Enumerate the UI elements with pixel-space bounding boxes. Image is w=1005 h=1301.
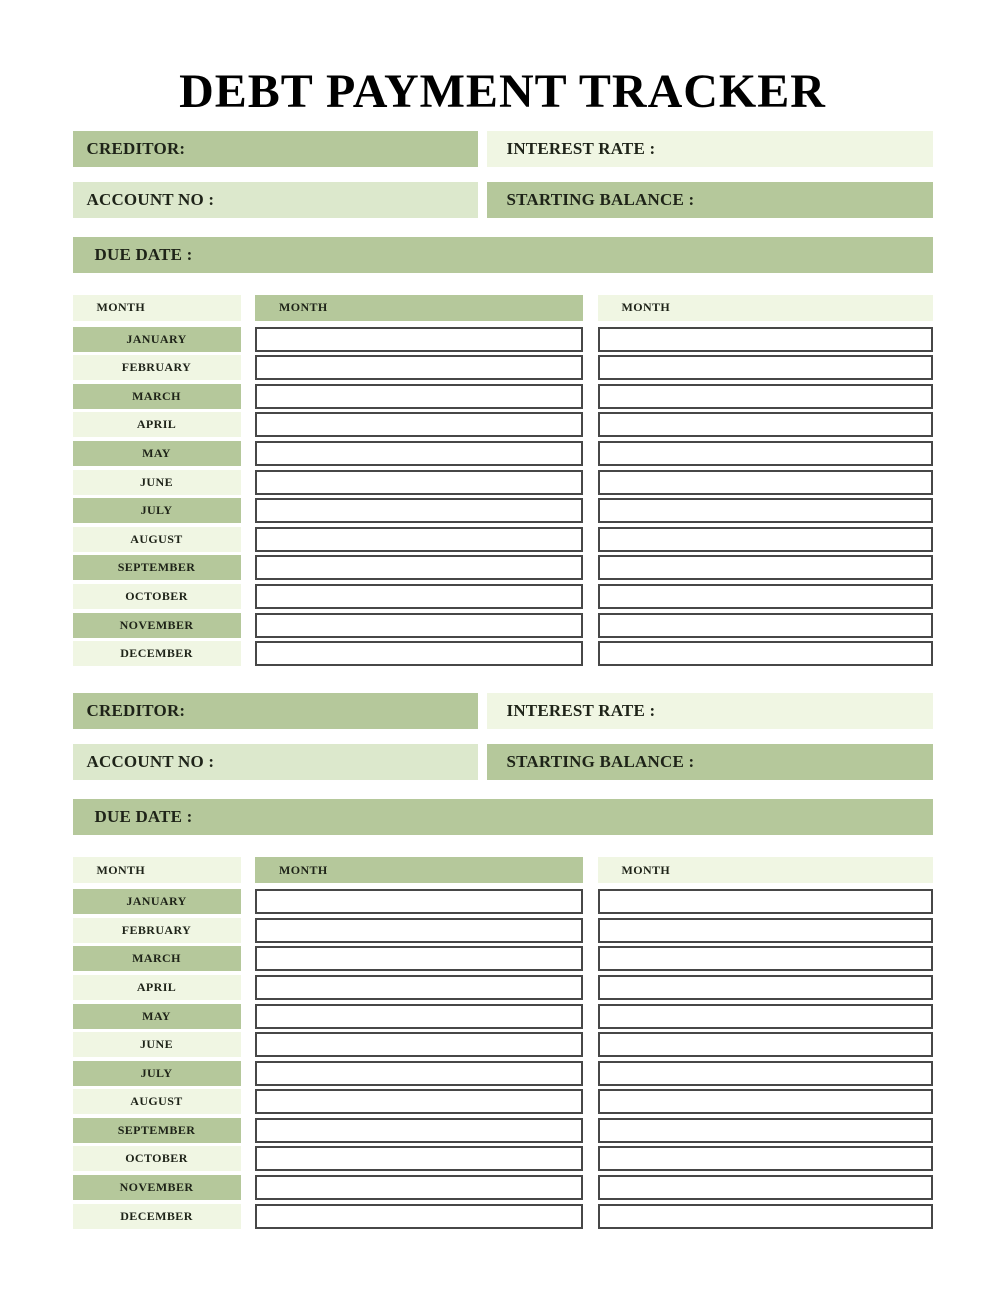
month-label: MARCH (73, 946, 241, 971)
table-body (73, 327, 933, 667)
payment-entry-input[interactable] (598, 1146, 933, 1171)
payment-entry-input[interactable] (598, 412, 933, 437)
payment-entry-input[interactable] (255, 1118, 583, 1143)
payment-entry-input[interactable] (598, 327, 933, 352)
payment-entry-input[interactable] (598, 584, 933, 609)
account-no-label: ACCOUNT NO : (86, 752, 215, 772)
interest-rate-field[interactable] (487, 693, 933, 729)
month-row (73, 584, 933, 609)
month-column-header: MONTH (598, 295, 933, 321)
due-date-label: DUE DATE : (94, 244, 193, 264)
month-label: JANUARY (73, 889, 241, 914)
month-row (73, 1089, 933, 1114)
payment-entry-input[interactable] (255, 1032, 583, 1057)
month-column-header: MONTH (73, 295, 241, 321)
creditor-field[interactable] (73, 131, 478, 167)
payment-entry-input[interactable] (255, 1204, 583, 1229)
month-column-header: MONTH (255, 295, 583, 321)
payment-entry-input[interactable] (598, 384, 933, 409)
month-label: DECEMBER (73, 641, 241, 666)
account-no-field[interactable] (73, 182, 478, 218)
payment-entry-input[interactable] (255, 641, 583, 666)
month-row (73, 498, 933, 523)
payment-entry-input[interactable] (255, 975, 583, 1000)
month-row (73, 641, 933, 666)
month-column-header: MONTH (255, 857, 583, 883)
account-no-label: ACCOUNT NO : (86, 189, 215, 209)
payment-table (73, 857, 933, 1229)
month-row (73, 470, 933, 495)
interest-rate-label: INTEREST RATE : (506, 138, 656, 158)
payment-entry-input[interactable] (598, 641, 933, 666)
month-label: DECEMBER (73, 1204, 241, 1229)
month-row (73, 1032, 933, 1057)
payment-entry-input[interactable] (255, 412, 583, 437)
month-label: OCTOBER (73, 1146, 241, 1171)
month-row (73, 527, 933, 552)
month-label: JULY (73, 498, 241, 523)
month-row (73, 1118, 933, 1143)
due-date-field[interactable] (73, 799, 933, 835)
payment-entry-input[interactable] (598, 975, 933, 1000)
payment-entry-input[interactable] (255, 918, 583, 943)
month-label: FEBRUARY (73, 355, 241, 380)
month-row (73, 327, 933, 352)
month-label: SEPTEMBER (73, 1118, 241, 1143)
payment-entry-input[interactable] (255, 1004, 583, 1029)
month-label: NOVEMBER (73, 1175, 241, 1200)
payment-entry-input[interactable] (255, 1089, 583, 1114)
creditor-label: CREDITOR: (86, 701, 186, 721)
month-row (73, 1146, 933, 1171)
month-row (73, 1061, 933, 1086)
payment-entry-input[interactable] (255, 470, 583, 495)
month-row (73, 613, 933, 638)
payment-entry-input[interactable] (598, 1089, 933, 1114)
payment-entry-input[interactable] (598, 1032, 933, 1057)
month-label: MAY (73, 441, 241, 466)
payment-entry-input[interactable] (255, 613, 583, 638)
payment-entry-input[interactable] (598, 1118, 933, 1143)
month-column-header: MONTH (598, 857, 933, 883)
month-row (73, 555, 933, 580)
month-row (73, 975, 933, 1000)
starting-balance-label: STARTING BALANCE : (506, 189, 695, 209)
payment-entry-input[interactable] (255, 527, 583, 552)
month-label: JANUARY (73, 327, 241, 352)
month-label: NOVEMBER (73, 613, 241, 638)
payment-table (73, 295, 933, 667)
payment-entry-input[interactable] (598, 470, 933, 495)
starting-balance-field[interactable] (487, 744, 933, 780)
table-body (73, 889, 933, 1229)
interest-rate-field[interactable] (487, 131, 933, 167)
month-row (73, 1004, 933, 1029)
month-label: JULY (73, 1061, 241, 1086)
month-label: AUGUST (73, 1089, 241, 1114)
month-label: APRIL (73, 412, 241, 437)
table-header-row (73, 857, 933, 883)
payment-entry-input[interactable] (255, 1146, 583, 1171)
account-no-field[interactable] (73, 744, 478, 780)
month-label: APRIL (73, 975, 241, 1000)
month-label: MAY (73, 1004, 241, 1029)
creditor-field[interactable] (73, 693, 478, 729)
payment-entry-input[interactable] (255, 1175, 583, 1200)
payment-entry-input[interactable] (255, 441, 583, 466)
month-label: SEPTEMBER (73, 555, 241, 580)
payment-entry-input[interactable] (598, 1061, 933, 1086)
payment-entry-input[interactable] (255, 1061, 583, 1086)
payment-entry-input[interactable] (598, 355, 933, 380)
starting-balance-label: STARTING BALANCE : (506, 752, 695, 772)
payment-entry-input[interactable] (598, 1175, 933, 1200)
month-row (73, 946, 933, 971)
payment-entry-input[interactable] (598, 946, 933, 971)
interest-rate-label: INTEREST RATE : (506, 701, 656, 721)
payment-entry-input[interactable] (598, 1204, 933, 1229)
month-label: JUNE (73, 1032, 241, 1057)
payment-entry-input[interactable] (598, 889, 933, 914)
tracker-section-1 (73, 131, 933, 667)
month-label: MARCH (73, 384, 241, 409)
payment-entry-input[interactable] (255, 946, 583, 971)
month-column-header: MONTH (73, 857, 241, 883)
due-date-field[interactable] (73, 237, 933, 273)
table-header-row (73, 295, 933, 321)
payment-entry-input[interactable] (598, 1004, 933, 1029)
payment-entry-input[interactable] (255, 584, 583, 609)
starting-balance-field[interactable] (487, 182, 933, 218)
month-row (73, 1175, 933, 1200)
tracker-section-2 (73, 693, 933, 1229)
payment-entry-input[interactable] (598, 441, 933, 466)
month-row (73, 441, 933, 466)
month-label: AUGUST (73, 527, 241, 552)
payment-entry-input[interactable] (255, 498, 583, 523)
month-row (73, 889, 933, 914)
creditor-label: CREDITOR: (86, 138, 186, 158)
month-row (73, 918, 933, 943)
payment-entry-input[interactable] (255, 555, 583, 580)
payment-entry-input[interactable] (598, 613, 933, 638)
payment-entry-input[interactable] (255, 355, 583, 380)
due-date-label: DUE DATE : (94, 807, 193, 827)
month-row (73, 355, 933, 380)
month-label: FEBRUARY (73, 918, 241, 943)
payment-entry-input[interactable] (598, 527, 933, 552)
month-label: JUNE (73, 470, 241, 495)
payment-entry-input[interactable] (598, 555, 933, 580)
payment-entry-input[interactable] (255, 384, 583, 409)
payment-entry-input[interactable] (598, 498, 933, 523)
payment-entry-input[interactable] (598, 918, 933, 943)
payment-entry-input[interactable] (255, 889, 583, 914)
page-title: DEBT PAYMENT TRACKER (179, 65, 826, 118)
month-row (73, 384, 933, 409)
month-label: OCTOBER (73, 584, 241, 609)
payment-entry-input[interactable] (255, 327, 583, 352)
month-row (73, 1204, 933, 1229)
month-row (73, 412, 933, 437)
